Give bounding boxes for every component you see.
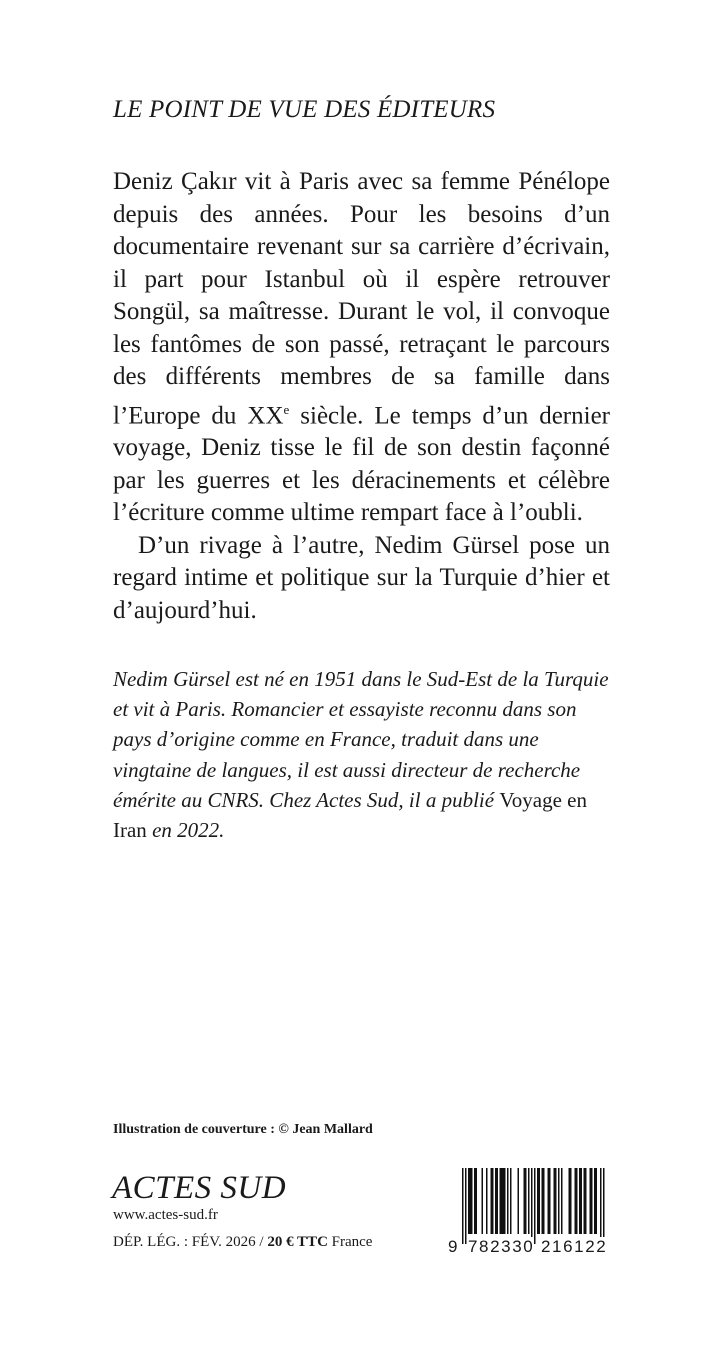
barcode-bar bbox=[476, 1168, 478, 1234]
barcode-bar bbox=[543, 1168, 545, 1234]
cover-credit: Illustration de couverture : © Jean Mallard bbox=[113, 1122, 373, 1137]
barcode-bar bbox=[470, 1168, 472, 1234]
blurb-text-2: siècle. Le temps d’un dernier voyage, Deniz tisse le fil de son destin façonné par les guerres et les déracinements et célèbre l’écriture comme ultime rempart face à l’oubli. bbox=[113, 401, 610, 527]
barcode-bar bbox=[474, 1168, 476, 1234]
barcode-bar bbox=[555, 1168, 557, 1234]
legal-prefix: DÉP. LÉG. : FÉV. 2026 / bbox=[113, 1234, 268, 1250]
barcode-bar bbox=[500, 1168, 502, 1234]
bio-text-1: Nedim Gürsel est né en 1951 dans le Sud-Est de la Turquie et vit à Paris. Romancier et essayiste reconnu dans son pays d’origine comme en France, traduit dans une vingtaine de langues, il est aussi directeur de recherche émérite au CNRS. Chez Actes Sud, il a publié bbox=[113, 667, 609, 812]
bio-text-2: en 2022. bbox=[146, 818, 225, 843]
barcode-bar bbox=[579, 1168, 581, 1234]
barcode-bar bbox=[486, 1168, 488, 1234]
barcode-bar bbox=[549, 1168, 551, 1234]
author-bio bbox=[113, 664, 613, 845]
price: 20 € TTC bbox=[267, 1234, 328, 1250]
barcode-bar bbox=[585, 1168, 587, 1234]
barcode-bar bbox=[471, 1168, 473, 1234]
barcode-bar bbox=[591, 1168, 593, 1234]
barcode-bar bbox=[507, 1168, 509, 1234]
barcode-bar bbox=[528, 1168, 530, 1234]
barcode-bar bbox=[465, 1168, 467, 1244]
blurb-text-1: Deniz Çakır vit à Paris avec sa femme Pénélope depuis des années. Pour les besoins d’un documentaire revenant sur sa carrière d’écrivain, il part pour Istanbul où il espère retrouver Songül, sa maîtresse. Durant le vol, il convoque les fantômes de son passé, retraçant le parcours des différents membres de sa famille dans l’Europe du XX bbox=[113, 168, 610, 429]
barcode-bar bbox=[584, 1168, 586, 1234]
publisher-logo: ACTES SUD bbox=[112, 1170, 287, 1206]
barcode-bar bbox=[501, 1168, 503, 1234]
barcode-bar bbox=[503, 1168, 505, 1234]
barcode-bar bbox=[504, 1168, 506, 1234]
barcode-bar bbox=[561, 1168, 563, 1234]
century-superscript: e bbox=[283, 401, 290, 417]
barcode-bar bbox=[600, 1168, 602, 1244]
barcode-bar bbox=[482, 1168, 484, 1234]
blurb-paragraph-1 bbox=[113, 166, 610, 530]
barcode-bar bbox=[590, 1168, 592, 1234]
barcode-bar bbox=[497, 1168, 499, 1234]
legal-deposit bbox=[113, 1234, 372, 1251]
barcode-bar bbox=[495, 1168, 497, 1234]
barcode-bar bbox=[594, 1168, 596, 1234]
blurb-paragraph-2: D’un rivage à l’autre, Nedim Gürsel pose un regard intime et politique sur la Turquie d’hier et d’aujourd’hui. bbox=[113, 531, 610, 624]
book-title: Voyage en Iran bbox=[113, 787, 587, 843]
isbn-left-group: 782330 bbox=[468, 1237, 535, 1256]
section-title: LE POINT DE VUE DES ÉDITEURS bbox=[113, 96, 496, 123]
barcode-bar bbox=[548, 1168, 550, 1234]
barcode-bar bbox=[596, 1168, 598, 1234]
legal-suffix: France bbox=[327, 1234, 373, 1250]
barcode-bar bbox=[462, 1168, 464, 1244]
barcode-bar bbox=[539, 1168, 541, 1234]
barcode-bar bbox=[581, 1168, 583, 1234]
barcode-bar bbox=[525, 1168, 527, 1234]
barcode-bar bbox=[510, 1168, 512, 1234]
barcode-bar bbox=[570, 1168, 572, 1234]
barcode-bar bbox=[468, 1168, 470, 1234]
barcode-bar bbox=[518, 1168, 520, 1234]
barcode-bar bbox=[534, 1168, 536, 1244]
barcode-bar bbox=[492, 1168, 494, 1234]
isbn-right-group: 216122 bbox=[541, 1237, 608, 1256]
barcode-bar bbox=[554, 1168, 556, 1234]
barcode-bar bbox=[542, 1168, 544, 1234]
barcode-bar bbox=[576, 1168, 578, 1234]
barcode-bar bbox=[491, 1168, 493, 1234]
barcode-bar bbox=[603, 1168, 605, 1244]
barcode-bar bbox=[537, 1168, 539, 1234]
blurb bbox=[113, 166, 610, 627]
barcode-bar bbox=[524, 1168, 526, 1234]
barcode-bar bbox=[569, 1168, 571, 1234]
barcode-bar bbox=[575, 1168, 577, 1234]
barcode-bar bbox=[558, 1168, 560, 1234]
barcode-bar bbox=[531, 1168, 533, 1244]
publisher-website: www.actes-sud.fr bbox=[113, 1207, 218, 1223]
isbn-first-digit: 9 bbox=[448, 1237, 460, 1256]
